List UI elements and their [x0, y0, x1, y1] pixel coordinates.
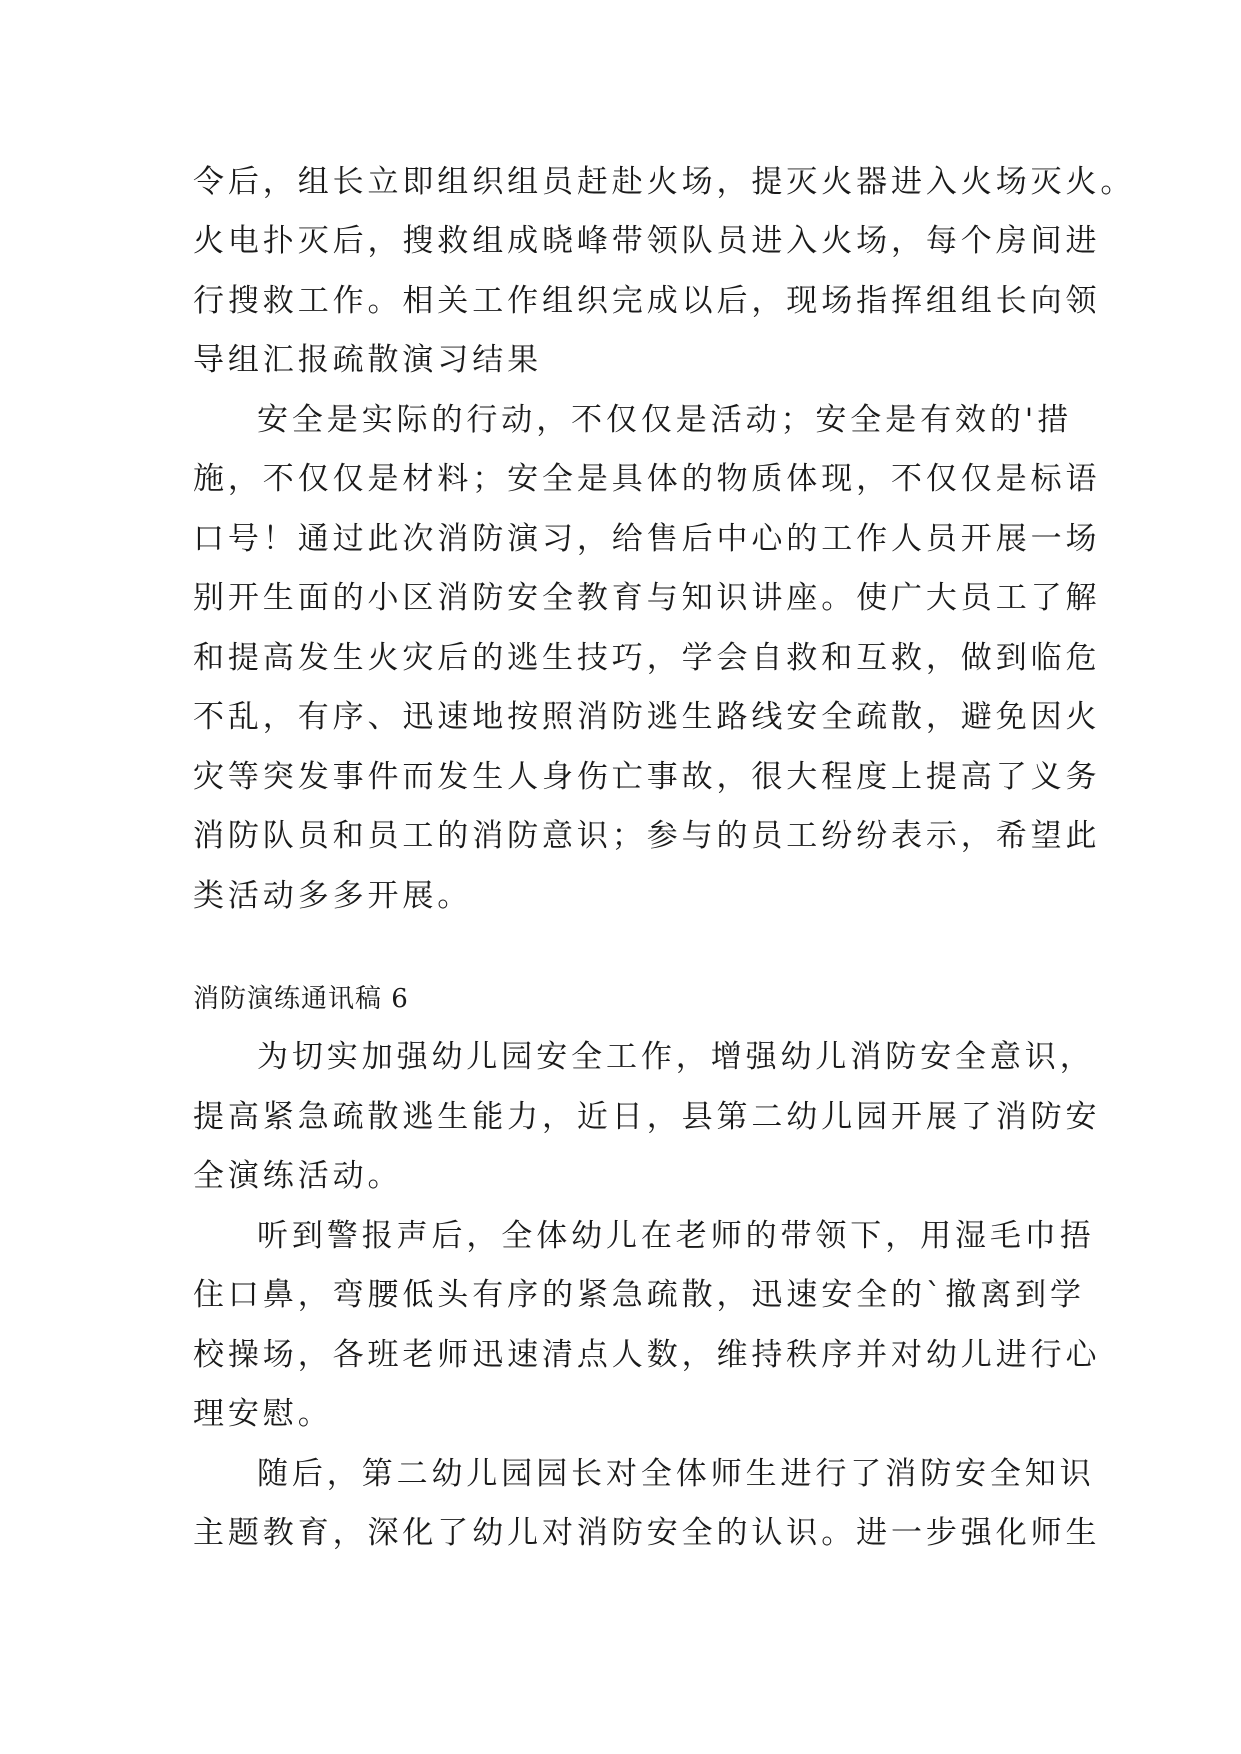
- text-line: 校操场，各班老师迅速清点人数，维持秩序并对幼儿进行心: [193, 1337, 1101, 1373]
- text-line: 类活动多多开展。: [193, 878, 473, 914]
- text-line: 主题教育，深化了幼儿对消防安全的认识。进一步强化师生: [193, 1515, 1101, 1551]
- text-line: 安全是实际的行动，不仅仅是活动；安全是有效的'措: [257, 402, 1073, 438]
- text-line: 施，不仅仅是材料；安全是具体的物质体现，不仅仅是标语: [193, 461, 1101, 497]
- text-line: 火电扑灭后，搜救组成晓峰带领队员进入火场，每个房间进: [193, 223, 1101, 259]
- text-line: 理安慰。: [193, 1396, 333, 1432]
- text-line: 导组汇报疏散演习结果: [193, 342, 542, 378]
- text-line: 全演练活动。: [193, 1158, 403, 1194]
- text-line: 住口鼻，弯腰低头有序的紧急疏散，迅速安全的`撤离到学: [193, 1277, 1085, 1313]
- text-line: 不乱，有序、迅速地按照消防逃生路线安全疏散，避免因火: [193, 699, 1101, 735]
- text-line: 听到警报声后，全体幼儿在老师的带领下，用湿毛巾捂: [257, 1218, 1095, 1254]
- text-line: 随后，第二幼儿园园长对全体师生进行了消防安全知识: [257, 1456, 1095, 1492]
- text-line: 消防队员和员工的消防意识；参与的员工纷纷表示，希望此: [193, 818, 1101, 854]
- text-line: 为切实加强幼儿园安全工作，增强幼儿消防安全意识，: [257, 1039, 1095, 1075]
- text-line: 口号！通过此次消防演习，给售后中心的工作人员开展一场: [193, 521, 1101, 557]
- text-line: 提高紧急疏散逃生能力，近日，县第二幼儿园开展了消防安: [193, 1099, 1101, 1135]
- text-line: 和提高发生火灾后的逃生技巧，学会自救和互救，做到临危: [193, 640, 1101, 676]
- text-line: 令后，组长立即组织组员赶赴火场，提灭火器进入火场灭火。: [193, 164, 1136, 200]
- text-line: 行搜救工作。相关工作组织完成以后，现场指挥组组长向领: [193, 283, 1101, 319]
- section-title: 消防演练通讯稿 6: [193, 984, 409, 1014]
- text-line: 灾等突发事件而发生人身伤亡事故，很大程度上提高了义务: [193, 759, 1101, 795]
- text-line: 别开生面的小区消防安全教育与知识讲座。使广大员工了解: [193, 580, 1101, 616]
